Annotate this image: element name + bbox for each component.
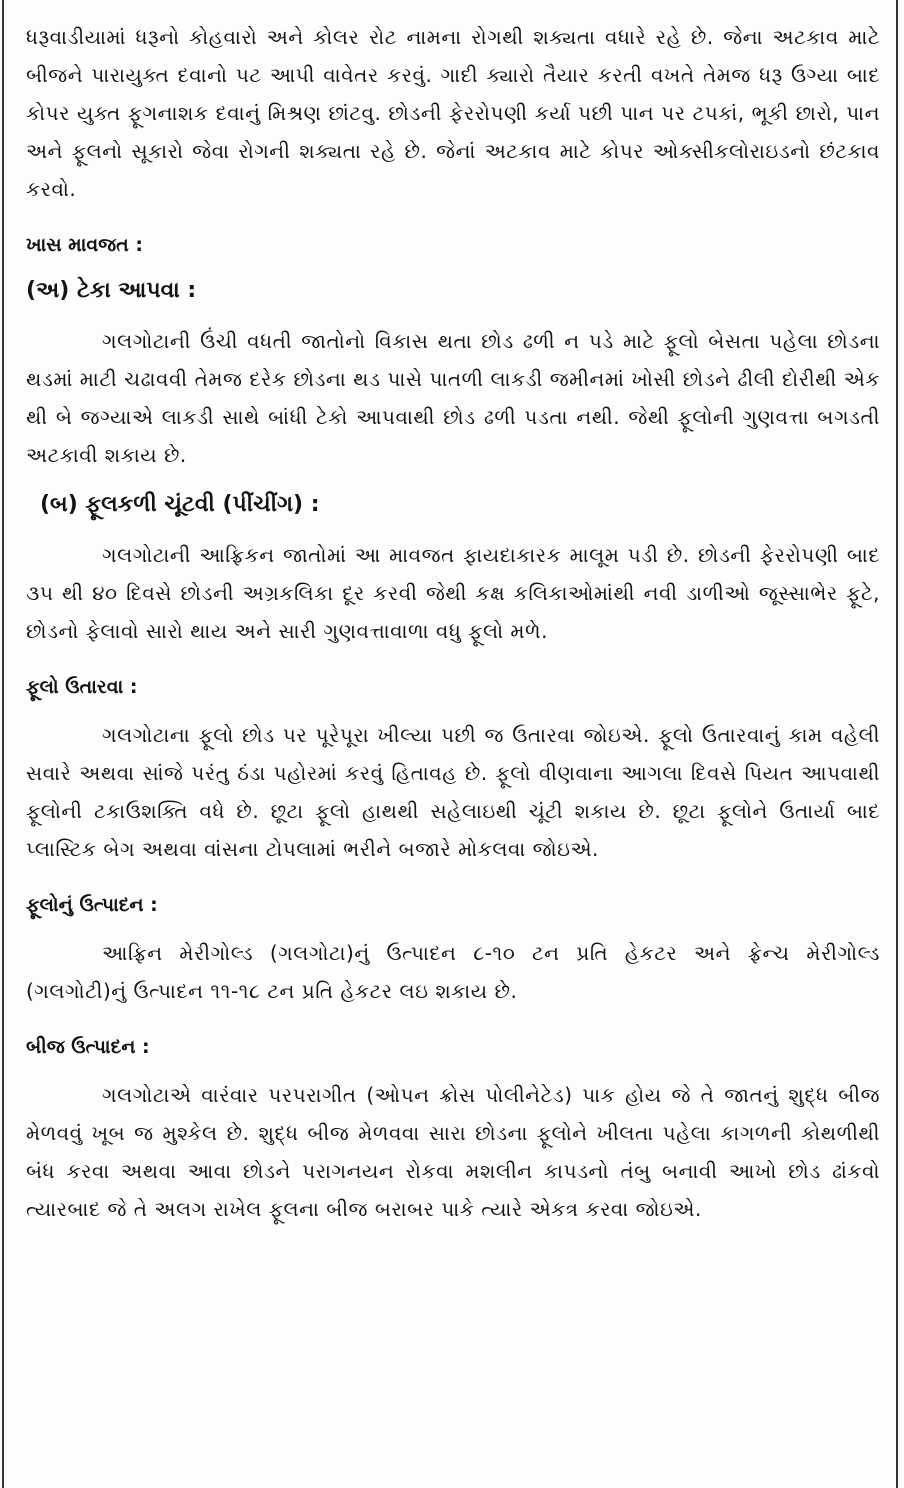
staking-heading: (અ) ટેકા આપવા : xyxy=(26,278,197,303)
pinching-heading: (બ) ફૂલકળી ચૂંટવી (પીંચીંગ) : xyxy=(40,492,320,517)
pinching-paragraph: ગલગોટાની આફ્રિકન જાતોમાં આ માવજત ફાયદાકારક માલૂમ પડી છે. છોડની ફેરરોપણી બાદ ૩૫ થી ૪૦ દિવસે છોડની અગ્રકલિકા દૂર કરવી જેથી કક્ષ કલિકાઓમાંથી નવી ડાળીઓ જૂસ્સાભેર ફૂટે, છોડનો ફેલાવો સારો થાય અને સારી ગુણવત્તાવાળા વધુ ફૂલો મળે. xyxy=(26,543,880,643)
special-care-heading: ખાસ માવજત : xyxy=(26,234,143,256)
seed-production-paragraph: ગલગોટાએ વારંવાર પરપરાગીત (ઓપન ક્રોસ પોલીનેટેડ) પાક હોય જે તે જાતનું શુદ્ધ બીજ મેળવવું ખૂબ જ મુશ્કેલ છે. શુદ્ધ બીજ મેળવવા સારા છોડના ફૂલોને ખીલતા પહેલા કાગળની કોથળીથી બંધ કરવા અથવા આવા છોડને પરાગનયન રોકવા મશલીન કાપડનો તંબુ બનાવી આખો છોડ ઢાંકવો ત્યારબાદ જે તે અલગ રાખેલ ફૂલના બીજ બરાબર પાકે ત્યારે એકત્ર કરવા જોઇએ. xyxy=(26,1083,880,1221)
staking-paragraph: ગલગોટાની ઉંચી વધતી જાતોનો વિકાસ થતા છોડ ઢળી ન પડે માટે ફૂલો બેસતા પહેલા છોડના થડમાં માટી ચઢાવવી તેમજ દરેક છોડના થડ પાસે પાતળી લાકડી જમીનમાં ખોસી છોડને ઢીલી દોરીથી એક થી બે જગ્યાએ લાકડી સાથે બાંધી ટેકો આપવાથી છોડ ઢળી પડતા નથી. જેથી ફૂલોની ગુણવત્તા બગડતી અટકાવી શકાય છે. xyxy=(26,329,880,467)
flower-yield-heading: ફૂલોનું ઉત્પાદન : xyxy=(26,894,158,916)
seed-production-heading: બીજ ઉત્પાદન : xyxy=(26,1036,150,1058)
flower-yield-paragraph: આફ્રિન મેરીગોલ્ડ (ગલગોટા)નું ઉત્પાદન ૮-૧૦ ટન પ્રતિ હેકટર અને ફ્રેન્ચ મેરીગોલ્ડ (ગલગોટી)નું ઉત્પાદન ૧૧-૧૮ ટન પ્રતિ હેકટર લઇ શકાય છે. xyxy=(26,941,880,1003)
intro-paragraph: ધરૂવાડીયામાં ધરૂનો કોહવારો અને કોલર રોટ નામના રોગથી શક્યતા વધારે રહે છે. જેના અટકાવ માટે બીજને પારાયુક્ત દવાનો પટ આપી વાવેતર કરવું. ગાદી ક્યારો તૈયાર કરતી વખતે તેમજ ધરૂ ઉગ્યા બાદ કોપર યુક્ત ફૂગનાશક દવાનું મિશ્રણ છાંટવુ. છોડની ફેરરોપણી કર્યા પછી પાન પર ટપકાં, ભૂકી છારો, પાન અને ફૂલનો સૂકારો જેવા રોગની શક્યતા રહે છે. જેનાં અટકાવ માટે કોપર ઓક્સીકલોરાઇડનો છંટકાવ કરવો. xyxy=(26,25,880,201)
harvesting-paragraph: ગલગોટાના ફૂલો છોડ પર પૂરેપૂરા ખીલ્યા પછી જ ઉતારવા જોઇએ. ફૂલો ઉતારવાનું કામ વહેલી સવારે અથવા સાંજે પરંતુ ઠંડા પહોરમાં કરવું હિતાવહ છે. ફૂલો વીણવાના આગલા દિવસે પિયત આપવાથી ફૂલોની ટકાઉશક્તિ વધે છે. છૂટા ફૂલો હાથથી સહેલાઇથી ચૂંટી શકાય છે. છૂટા ફૂલોને ઉતાર્યા બાદ પ્લાસ્ટિક બેગ અથવા વાંસના ટોપલામાં ભરીને બજારે મોકલવા જોઇએ. xyxy=(26,723,880,861)
page-border-left xyxy=(2,0,4,1488)
document-content xyxy=(26,18,880,1228)
harvesting-heading: ફૂલો ઉતારવા : xyxy=(26,676,138,698)
page-border-right xyxy=(896,0,898,1488)
